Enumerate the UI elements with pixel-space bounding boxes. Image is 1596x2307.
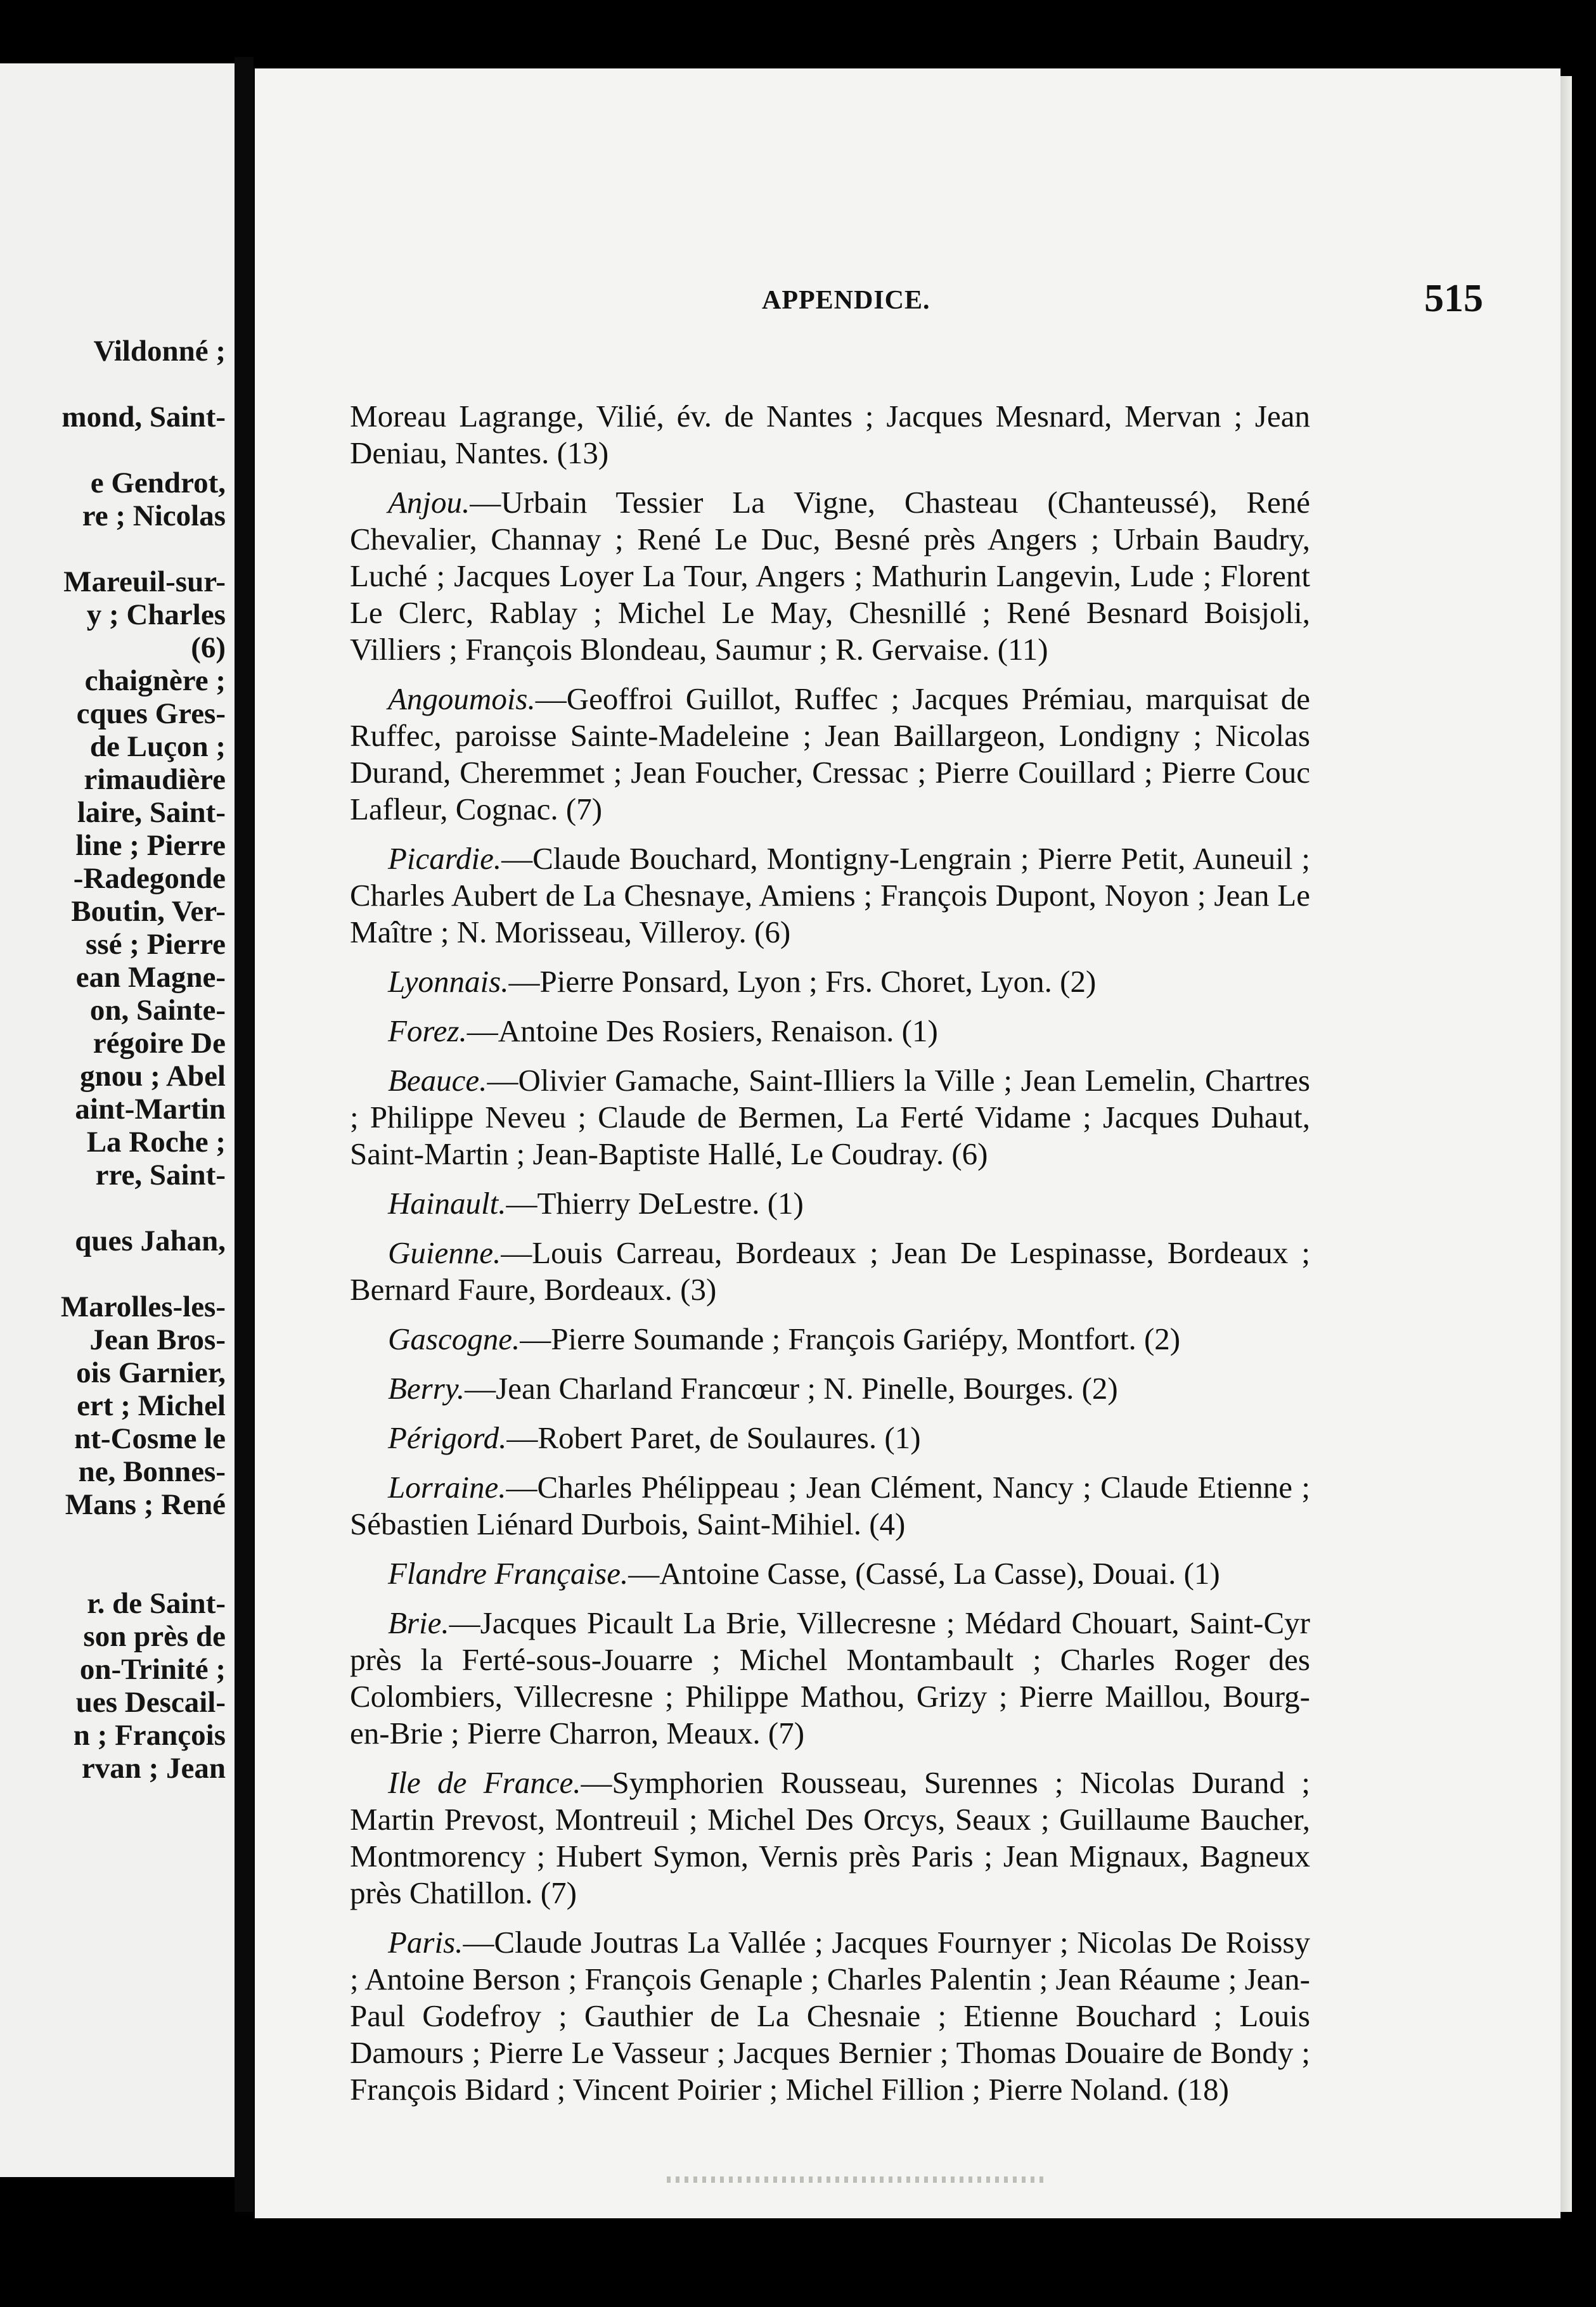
paragraph	[350, 681, 1310, 828]
facing-page-line: chaignère ;	[84, 664, 226, 697]
facing-page-line	[0, 434, 226, 466]
paragraph-text: —Symphorien Rousseau, Surennes ; Nicolas Durand ; Martin Prevost, Montreuil ; Michel Des Orcys, Seaux ; Guillaume Baucher, Montmorency ; Hubert Symon, Vernis près Paris ; Jean Mignaux, Bagneux près Chatillon. (7)	[350, 1765, 1310, 1910]
facing-page-line: Marolles-les-	[60, 1290, 226, 1323]
paragraph-text: —Antoine Des Rosiers, Renaison. (1)	[467, 1013, 938, 1048]
facing-page-line: La Roche ;	[86, 1126, 226, 1159]
facing-page-line	[0, 1192, 226, 1224]
page-bottom-mark	[667, 2176, 1047, 2183]
paragraph-text: —Charles Phélippeau ; Jean Clément, Nancy ; Claude Etienne ; Sébastien Liénard Durbois, Saint-Mihiel. (4)	[350, 1470, 1310, 1541]
paragraph-text: —Antoine Casse, (Cassé, La Casse), Douai. (1)	[628, 1556, 1220, 1591]
facing-page-line: rvan ; Jean	[81, 1752, 226, 1785]
facing-page-line: r. de Saint-	[87, 1587, 226, 1620]
region-name: Berry.	[388, 1371, 465, 1406]
facing-page	[0, 63, 235, 2177]
facing-page-line: nt-Cosme le	[74, 1422, 226, 1455]
paragraph-text: —Pierre Soumande ; François Gariépy, Montfort. (2)	[520, 1321, 1181, 1356]
facing-page-line: line ; Pierre	[75, 829, 226, 862]
facing-page-line: ssé ; Pierre	[86, 928, 226, 961]
facing-page-line: ne, Bonnes-	[78, 1455, 226, 1488]
facing-page-line: y ; Charles	[86, 598, 226, 631]
region-name: Lorraine.	[388, 1470, 506, 1505]
facing-page-line: aint-Martin	[75, 1093, 226, 1126]
facing-page-line: (6)	[191, 631, 226, 664]
region-name: Flandre Française.	[388, 1556, 629, 1591]
region-name: Angoumois.	[388, 681, 536, 716]
region-name: Forez.	[388, 1013, 467, 1048]
running-title: APPENDICE.	[762, 286, 930, 315]
paragraph	[350, 1013, 1310, 1050]
paragraph-text: Moreau Lagrange, Vilié, év. de Nantes ; Jacques Mesnard, Mervan ; Jean Deniau, Nantes. (13)	[350, 399, 1310, 470]
paragraph	[350, 1420, 1310, 1456]
facing-page-line	[0, 368, 226, 401]
region-name: Brie.	[388, 1605, 449, 1640]
facing-page-line: rimaudière	[84, 763, 226, 796]
page-body	[350, 398, 1310, 2121]
paragraph-text: —Geoffroi Guillot, Ruffec ; Jacques Prémiau, marquisat de Ruffec, paroisse Sainte-Madeleine ; Jean Baillargeon, Londigny ; Nicolas Durand, Cheremmet ; Jean Foucher, Cressac ; Pierre Couillard ; Pierre Couc Lafleur, Cognac. (7)	[350, 681, 1310, 826]
region-name: Guienne.	[388, 1235, 501, 1270]
facing-page-line: -Radegonde	[73, 862, 226, 895]
facing-page-line: on-Trinité ;	[79, 1653, 226, 1686]
book-page	[255, 68, 1561, 2218]
paragraph-text: —Jean Charland Francœur ; N. Pinelle, Bourges. (2)	[465, 1371, 1118, 1406]
book-gutter	[235, 57, 254, 2212]
paragraph-text: —Thierry DeLestre. (1)	[506, 1186, 804, 1221]
facing-page-line: ques Jahan,	[75, 1224, 226, 1257]
paragraph-text: —Pierre Ponsard, Lyon ; Frs. Choret, Lyon. (2)	[508, 964, 1097, 999]
facing-page-line: Boutin, Ver-	[71, 895, 226, 928]
paragraph-text: —Claude Bouchard, Montigny-Lengrain ; Pierre Petit, Auneuil ; Charles Aubert de La Chesnaye, Amiens ; François Dupont, Noyon ; Jean Le Maître ; N. Morisseau, Villeroy. (6)	[350, 841, 1310, 949]
facing-page-line: gnou ; Abel	[80, 1060, 226, 1093]
paragraph	[350, 1370, 1310, 1407]
paragraph	[350, 840, 1310, 951]
facing-page-line: ois Garnier,	[76, 1356, 226, 1389]
facing-page-line: ean Magne-	[75, 961, 226, 994]
facing-page-line: Mans ; René	[65, 1488, 226, 1521]
paragraph	[350, 1764, 1310, 1912]
paragraph	[350, 484, 1310, 668]
facing-page-line: mond, Saint-	[61, 401, 226, 434]
paragraph	[350, 398, 1310, 472]
region-name: Anjou.	[388, 485, 470, 520]
paragraph	[350, 963, 1310, 1000]
facing-page-line: rre, Saint-	[95, 1159, 226, 1192]
region-name: Gascogne.	[388, 1321, 520, 1356]
paragraph-text: —Claude Joutras La Vallée ; Jacques Fournyer ; Nicolas De Roissy ; Antoine Berson ; François Genaple ; Charles Palentin ; Jean Réaume ; Jean-Paul Godefroy ; Gauthier de La Chesnaie ; Etienne Bouchard ; Louis Damours ; Pierre Le Vasseur ; Jacques Bernier ; Thomas Douaire de Bondy ; François Bidard ; Vincent Poirier ; Michel Fillion ; Pierre Noland. (18)	[350, 1925, 1310, 2107]
facing-page-line: ues Descail-	[75, 1686, 226, 1719]
facing-page-text	[0, 335, 226, 1785]
paragraph-text: —Louis Carreau, Bordeaux ; Jean De Lespinasse, Bordeaux ; Bernard Faure, Bordeaux. (3)	[350, 1235, 1310, 1307]
facing-page-line	[0, 1521, 226, 1554]
facing-page-line	[0, 1257, 226, 1290]
facing-page-line: on, Sainte-	[89, 994, 226, 1027]
paragraph	[350, 1469, 1310, 1543]
facing-page-line: régoire De	[93, 1027, 226, 1060]
page-header	[255, 276, 1561, 327]
paragraph-text: —Jacques Picault La Brie, Villecresne ; Médard Chouart, Saint-Cyr près la Ferté-sous-Jouarre ; Michel Montambault ; Charles Roger des Colombiers, Villecresne ; Philippe Mathou, Grizy ; Pierre Maillou, Bourg-en-Brie ; Pierre Charron, Meaux. (7)	[350, 1605, 1310, 1751]
region-name: Hainault.	[388, 1186, 506, 1221]
paragraph	[350, 1605, 1310, 1752]
page-edge	[1561, 76, 1572, 2212]
facing-page-line: son près de	[83, 1620, 226, 1653]
facing-page-line: laire, Saint-	[77, 796, 226, 829]
paragraph	[350, 1235, 1310, 1308]
facing-page-line: e Gendrot,	[90, 466, 226, 499]
facing-page-line	[0, 1554, 226, 1587]
facing-page-line: ert ; Michel	[77, 1389, 226, 1422]
paragraph	[350, 1924, 1310, 2108]
facing-page-line: re ; Nicolas	[82, 499, 226, 532]
paragraph-text: —Olivier Gamache, Saint-Illiers la Ville ; Jean Lemelin, Chartres ; Philippe Neveu ; Claude de Bermen, La Ferté Vidame ; Jacques Duhaut, Saint-Martin ; Jean-Baptiste Hallé, Le Coudray. (6)	[350, 1063, 1310, 1171]
paragraph-text: —Urbain Tessier La Vigne, Chasteau (Chanteussé), René Chevalier, Channay ; René Le Duc, Besné près Angers ; Urbain Baudry, Luché ; Jacques Loyer La Tour, Angers ; Mathurin Langevin, Lude ; Florent Le Clerc, Rablay ; Michel Le May, Chesnillé ; René Besnard Boisjoli, Villiers ; François Blondeau, Saumur ; R. Gervaise. (11)	[350, 485, 1310, 667]
region-name: Lyonnais.	[388, 964, 509, 999]
region-name: Picardie.	[388, 841, 502, 876]
page-number: 515	[1424, 277, 1483, 320]
facing-page-line: Jean Bros-	[89, 1323, 226, 1356]
facing-page-line: cques Gres-	[76, 697, 226, 730]
facing-page-line: Vildonné ;	[93, 335, 226, 368]
facing-page-line: n ; François	[73, 1719, 226, 1752]
paragraph	[350, 1062, 1310, 1173]
region-name: Beauce.	[388, 1063, 487, 1098]
region-name: Paris.	[388, 1925, 463, 1960]
paragraph	[350, 1555, 1310, 1592]
facing-page-line: de Luçon ;	[89, 730, 226, 763]
facing-page-line	[0, 532, 226, 565]
facing-page-line: Mareuil-sur-	[63, 565, 226, 598]
paragraph	[350, 1185, 1310, 1222]
region-name: Périgord.	[388, 1420, 507, 1455]
paragraph	[350, 1321, 1310, 1358]
paragraph-text: —Robert Paret, de Soulaures. (1)	[506, 1420, 921, 1455]
region-name: Ile de France.	[388, 1765, 581, 1800]
